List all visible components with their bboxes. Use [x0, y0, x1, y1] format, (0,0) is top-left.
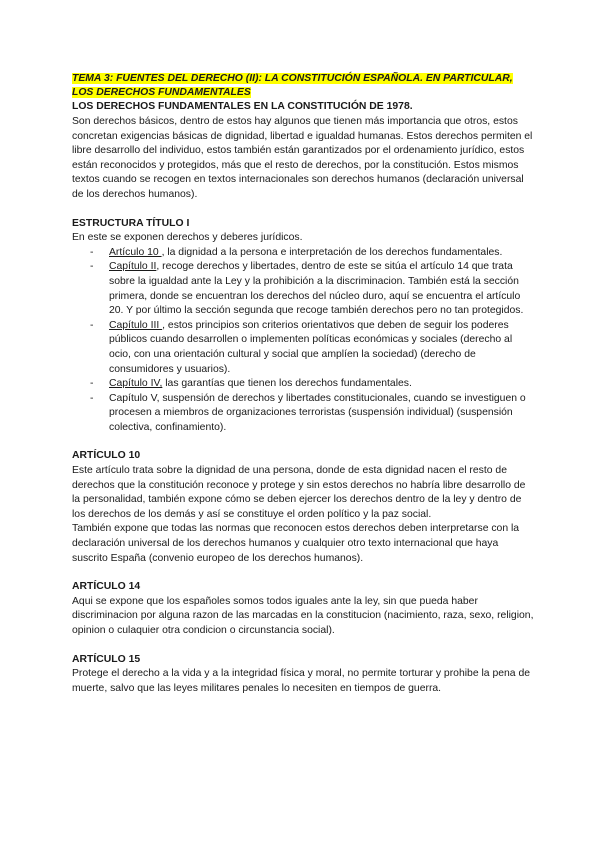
dash-bullet: - — [90, 378, 94, 390]
section-title-article-15: ARTÍCULO 15 — [72, 653, 141, 665]
section-title-fundamental-rights: LOS DERECHOS FUNDAMENTALES EN LA CONSTITUCIÓN DE 1978. — [72, 101, 413, 113]
section-body-article-14: Aqui se expone que los españoles somos todos iguales ante la ley, sin que pueda haber discriminacion por alguna razon de las marcadas en la constitucion (nacimiento, raza, sexo, religion, opinion o culaquier otra condicion o circunstancia social). — [72, 595, 534, 636]
dash-bullet: - — [90, 261, 94, 273]
list-item-text: , recoge derechos y libertades, dentro de este se sitúa el artículo 14 que trata sobre la igualdad ante la Ley y la prohibición a la discriminacion. También está la sección primera, donde se encuentran los derechos del núcleo duro, aquí se encuentra el artículo 20. Y por último la sección segunda que recoge también derechos pero no tan protegidos. — [109, 261, 524, 317]
document-heading — [72, 72, 534, 100]
dash-bullet: - — [90, 246, 94, 258]
document-page — [72, 72, 534, 696]
section-title-structure: ESTRUCTURA TÍTULO I — [72, 217, 190, 229]
section-body-fundamental-rights: Son derechos básicos, dentro de estos hay algunos que tienen más importancia que otros, estos concretan exigencias básicas de dignidad, libertad e igualdad humanas. Estos derechos permiten el libre desarrollo del individuo, estos también están garantizados por el ordenamiento jurídico, estos están reconocidos y protegidos, más que el resto de derechos, por la constitución. Estos mismos textos cuando se recogen en textos internacionales son derechos humanos (declaración universal de los derechos humanos). — [72, 116, 533, 200]
list-item-label: Capítulo III — [109, 319, 163, 331]
list-item-label: Artículo 10 — [109, 246, 162, 258]
section-body-article-10-continued: También expone que todas las normas que reconocen estos derechos deben interpretarse con la declaración universal de los derechos humanos y cualquier otro texto internacional que haya suscrito España (convenio europeo de los derechos humanos). — [72, 523, 520, 564]
list-item — [72, 392, 534, 436]
list-item — [72, 246, 534, 261]
section-title-article-10: ARTÍCULO 10 — [72, 450, 141, 462]
list-item — [72, 377, 534, 392]
section-body-article-10: Este artículo trata sobre la dignidad de una persona, donde de esta dignidad nacen el resto de derechos que la constitución reconoce y protege y sin estos derechos no habría libre desarrollo de la personalidad, también expone cómo se deben ejercer los derechos dentro de la ley y dentro de los derechos de los demás y así se constituye el orden político y la paz social. — [72, 465, 526, 520]
list-item — [72, 319, 534, 377]
section-body-article-15: Protege el derecho a la vida y a la integridad física y moral, no permite torturar y prohibe la pena de muerte, salvo que las leyes militares penales lo necesiten en tiempos de guerra. — [72, 668, 531, 694]
structure-list — [72, 246, 534, 436]
list-item — [72, 260, 534, 318]
list-item-label: Capítulo II — [109, 261, 157, 273]
list-item-label: Capítulo IV, — [109, 378, 163, 390]
dash-bullet: - — [90, 392, 94, 404]
section-intro-structure: En este se exponen derechos y deberes jurídicos. — [72, 232, 303, 244]
dash-bullet: - — [90, 319, 94, 331]
list-item-text: las garantías que tienen los derechos fundamentales. — [162, 378, 412, 390]
list-item-text: , estos principios son criterios orientativos que deben de seguir los poderes públicos cuando desarrollen o implementen políticas económicas y sociales (derecho al ocio, con una orientación cultural y social que amplíen la sociedad) (derecho de consumidores y usuarios). — [109, 319, 513, 375]
document-heading-text: TEMA 3: FUENTES DEL DERECHO (II): LA CONSTITUCIÓN ESPAÑOLA. EN PARTICULAR, LOS DERECHOS FUNDAMENTALES — [72, 73, 513, 99]
list-item-text: , la dignidad a la persona e interpretación de los derechos fundamentales. — [161, 246, 503, 258]
list-item-text: Capítulo V, suspensión de derechos y libertades constitucionales, cuando se investiguen o procesen a miembros de organizaciones terroristas (suspensión individual) (suspensión colectiva, confinamiento). — [109, 392, 526, 433]
section-title-article-14: ARTÍCULO 14 — [72, 581, 141, 593]
